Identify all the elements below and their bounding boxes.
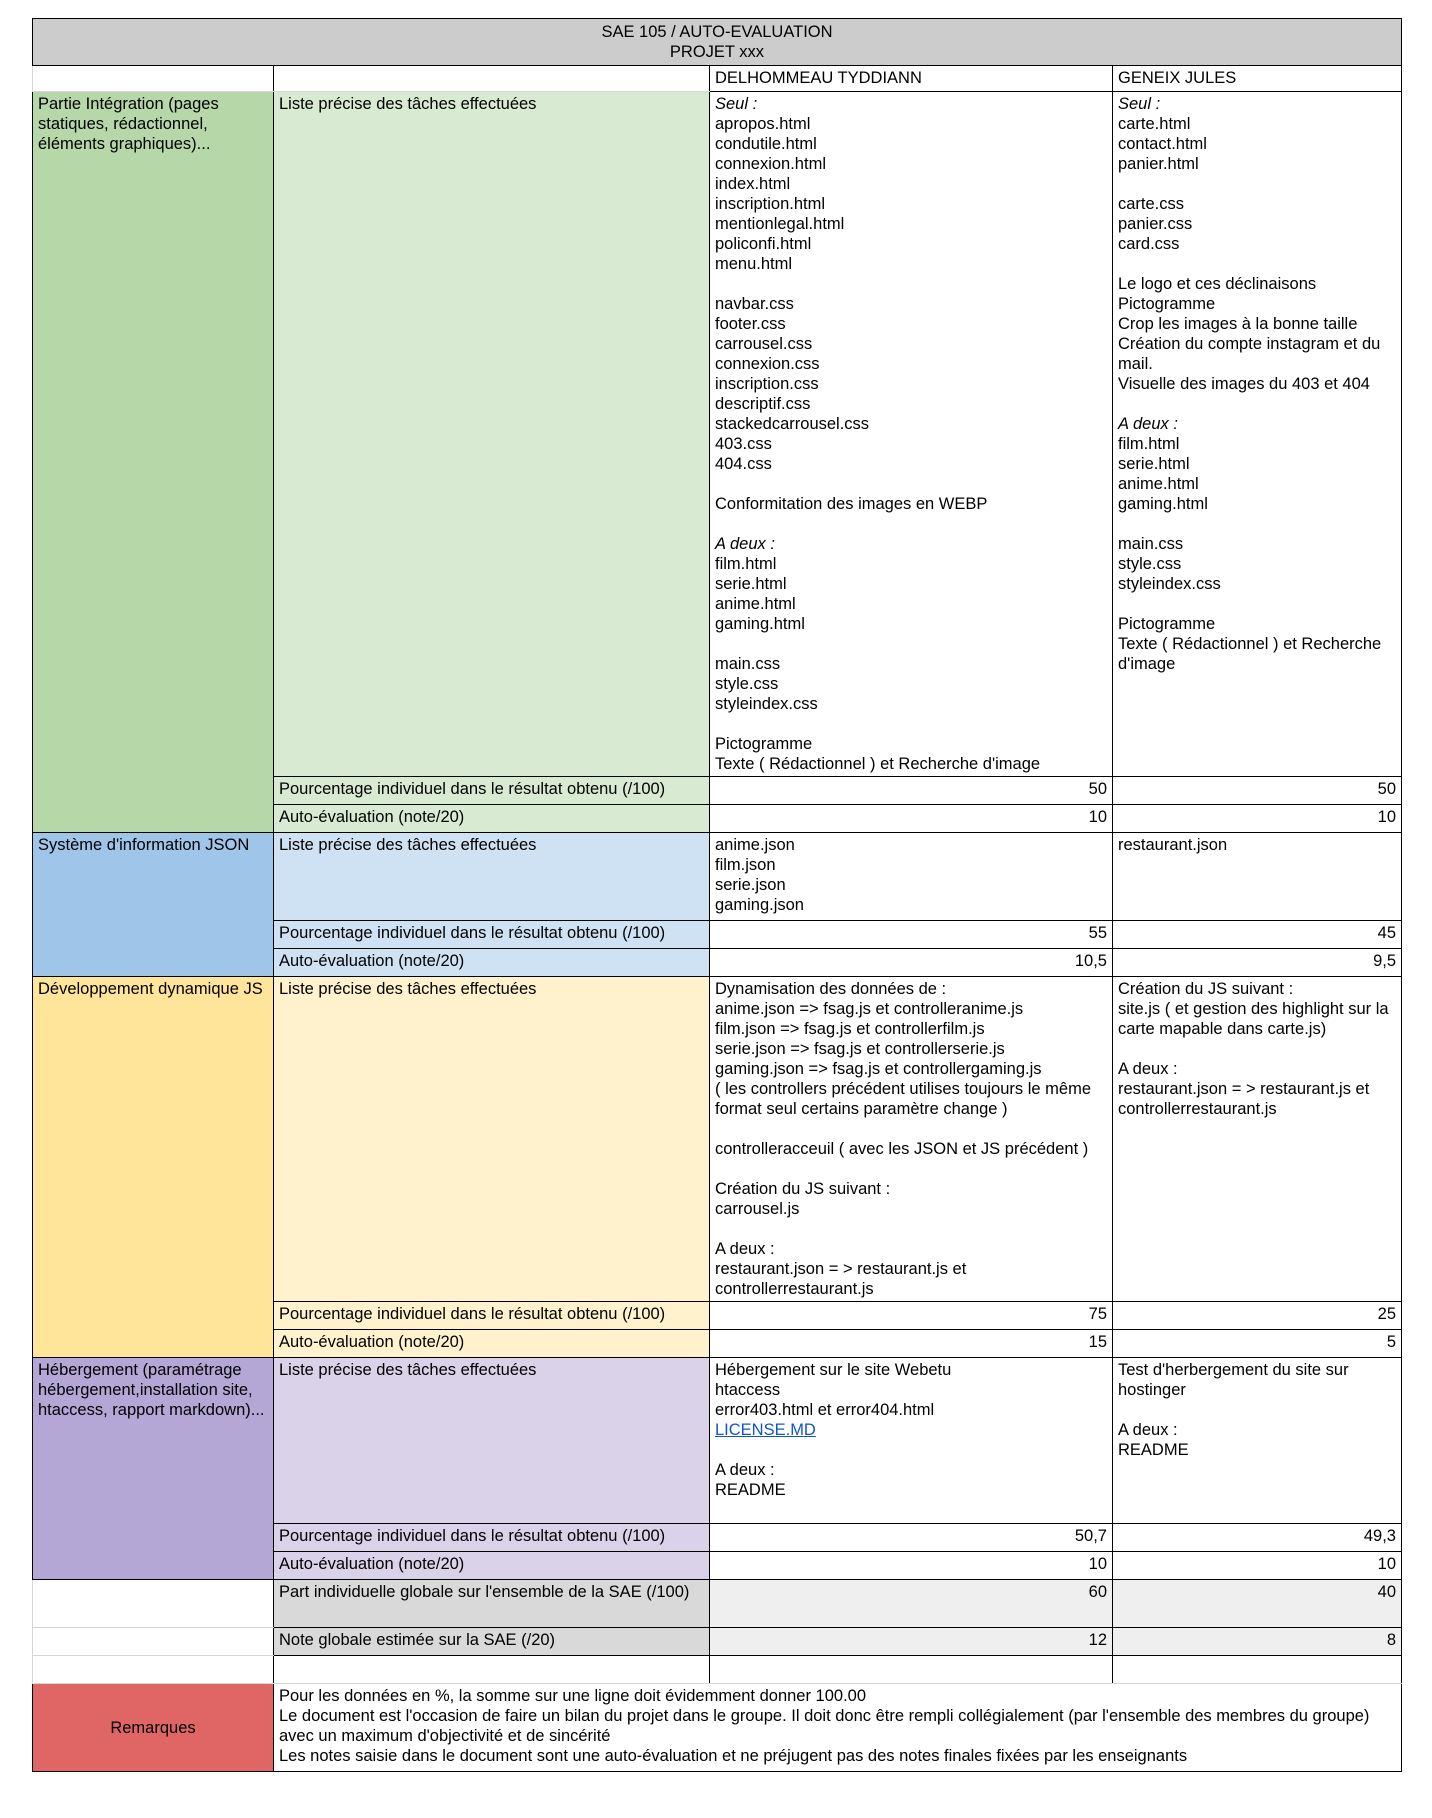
integration-percent-member-2: 50 [1113,777,1402,805]
remarks-row [33,1684,1402,1772]
total-grade-member-2: 8 [1113,1628,1402,1656]
license-link[interactable]: LICENSE.MD [715,1421,816,1439]
tasks-label: Liste précise des tâches effectuées [274,833,710,921]
integration-tasks-member-2 [1113,92,1402,777]
empty-cell [33,66,274,92]
integration-percent-member-1: 50 [710,777,1113,805]
json-tasks-member-2: restaurant.json [1113,833,1402,921]
total-share-member-1: 60 [710,1580,1113,1628]
json-tasks-member-1: anime.json film.json serie.json gaming.json [710,833,1113,921]
js-tasks-row [33,977,1402,1302]
hosting-grade-member-1: 10 [710,1552,1113,1580]
remarks-label: Remarques [33,1684,274,1772]
percent-label: Pourcentage individuel dans le résultat obtenu (/100) [274,1524,710,1552]
js-tasks-member-2: Création du JS suivant : site.js ( et gestion des highlight sur la carte mapable dans carte.js) A deux : restaurant.json = > restaurant.js et controllerrestaurant.js [1113,977,1402,1302]
member-name-1: DELHOMMEAU TYDDIANN [710,66,1113,92]
grade-label: Auto-évaluation (note/20) [274,1552,710,1580]
empty-cell [274,1656,710,1684]
section-integration-label: Partie Intégration (pages statiques, rédactionnel, éléments graphiques)... [33,92,274,833]
js-tasks-member-1: Dynamisation des données de : anime.json => fsag.js et controlleranime.js film.json => fsag.js et controllerfilm.js serie.json => fsag.js et controllerserie.js gaming.json => fsag.js et controllergaming.js ( les controllers précédent utilises toujours le même format seul certains paramètre change ) controlleracceuil ( avec les JSON et JS précédent ) Création du JS suivant : carrousel.js A deux : restaurant.json = > restaurant.js et controllerrestaurant.js [710,977,1113,1302]
sheet-title-line2: PROJET xxx [669,43,765,61]
percent-label: Pourcentage individuel dans le résultat obtenu (/100) [274,777,710,805]
js-percent-member-1: 75 [710,1302,1113,1330]
empty-cell [710,1656,1113,1684]
integration-tasks-member-1 [710,92,1113,777]
total-grade-label: Note globale estimée sur la SAE (/20) [274,1628,710,1656]
hosting-task-list: Hébergement sur le site Webetu htaccess error403.html et error404.html [715,1361,952,1419]
hosting-grade-member-2: 10 [1113,1552,1402,1580]
tasks-label: Liste précise des tâches effectuées [274,1358,710,1524]
member-name-2: GENEIX JULES [1113,66,1402,92]
members-row [33,66,1402,92]
remarks-text: Pour les données en %, la somme sur une ligne doit évidemment donner 100.00 Le document est l'occasion de faire un bilan du projet dans le groupe. Il doit donc être rempli collégialement (par l'ensemble des membres du groupe) avec un maximum d'objectivité et de sincérité Les notes saisie dans le document sont une auto-évaluation et ne préjugent pas des notes finales fixées par les enseignants [274,1684,1402,1772]
grade-label: Auto-évaluation (note/20) [274,805,710,833]
total-grade-row [33,1628,1402,1656]
hosting-duo-list: A deux : README [715,1461,786,1499]
json-grade-member-2: 9,5 [1113,949,1402,977]
section-json-label: Système d'information JSON [33,833,274,977]
duo-heading: A deux : [1118,415,1178,433]
sheet-title [33,19,1402,66]
hosting-tasks-member-2: Test d'herbergement du site sur hostinger A deux : README [1113,1358,1402,1524]
integration-grade-member-2: 10 [1113,805,1402,833]
duo-task-list: film.html serie.html anime.html gaming.html main.css style.css styleindex.css Pictogramme Texte ( Rédactionnel ) et Recherche d'image [715,555,1041,773]
grade-label: Auto-évaluation (note/20) [274,949,710,977]
duo-heading: A deux : [715,535,775,553]
title-row [33,19,1402,66]
json-percent-member-1: 55 [710,921,1113,949]
tasks-label: Liste précise des tâches effectuées [274,92,710,777]
total-grade-member-1: 12 [710,1628,1113,1656]
empty-cell [33,1656,274,1684]
percent-label: Pourcentage individuel dans le résultat obtenu (/100) [274,1302,710,1330]
duo-task-list: film.html serie.html anime.html gaming.html main.css style.css styleindex.css Pictogramme Texte ( Rédactionnel ) et Recherche d'image [1118,435,1382,673]
empty-cell [33,1580,274,1628]
hosting-tasks-member-1 [710,1358,1113,1524]
empty-cell [33,1628,274,1656]
hosting-tasks-row [33,1358,1402,1524]
solo-heading: Seul : [715,95,758,113]
integration-tasks-row [33,92,1402,777]
self-evaluation-table [32,18,1402,1772]
json-tasks-row [33,833,1402,921]
empty-cell [274,66,710,92]
total-share-label: Part individuelle globale sur l'ensemble de la SAE (/100) [274,1580,710,1628]
sheet-title-line1: SAE 105 / AUTO-EVALUATION [601,23,833,41]
tasks-label: Liste précise des tâches effectuées [274,977,710,1302]
empty-cell [1113,1656,1402,1684]
total-share-row [33,1580,1402,1628]
js-grade-member-2: 5 [1113,1330,1402,1358]
grade-label: Auto-évaluation (note/20) [274,1330,710,1358]
solo-task-list: carte.html contact.html panier.html carte.css panier.css card.css Le logo et ces déclinaisons Pictogramme Crop les images à la bonne taille Création du compte instagram et du mail. Visuelle des images du 403 et 404 [1118,115,1381,393]
js-grade-member-1: 15 [710,1330,1113,1358]
section-hosting-label: Hébergement (paramétrage hébergement,installation site, htaccess, rapport markdown)... [33,1358,274,1580]
json-percent-member-2: 45 [1113,921,1402,949]
section-js-label: Développement dynamique JS [33,977,274,1358]
solo-task-list: apropos.html condutile.html connexion.html index.html inscription.html mentionlegal.html policonfi.html menu.html navbar.css footer.css carrousel.css connexion.css inscription.css descriptif.css stackedcarrousel.css 403.css 404.css Conformitation des images en WEBP [715,115,988,513]
solo-heading: Seul : [1118,95,1161,113]
integration-grade-member-1: 10 [710,805,1113,833]
hosting-percent-member-2: 49,3 [1113,1524,1402,1552]
json-grade-member-1: 10,5 [710,949,1113,977]
spacer-row [33,1656,1402,1684]
hosting-percent-member-1: 50,7 [710,1524,1113,1552]
js-percent-member-2: 25 [1113,1302,1402,1330]
total-share-member-2: 40 [1113,1580,1402,1628]
percent-label: Pourcentage individuel dans le résultat obtenu (/100) [274,921,710,949]
